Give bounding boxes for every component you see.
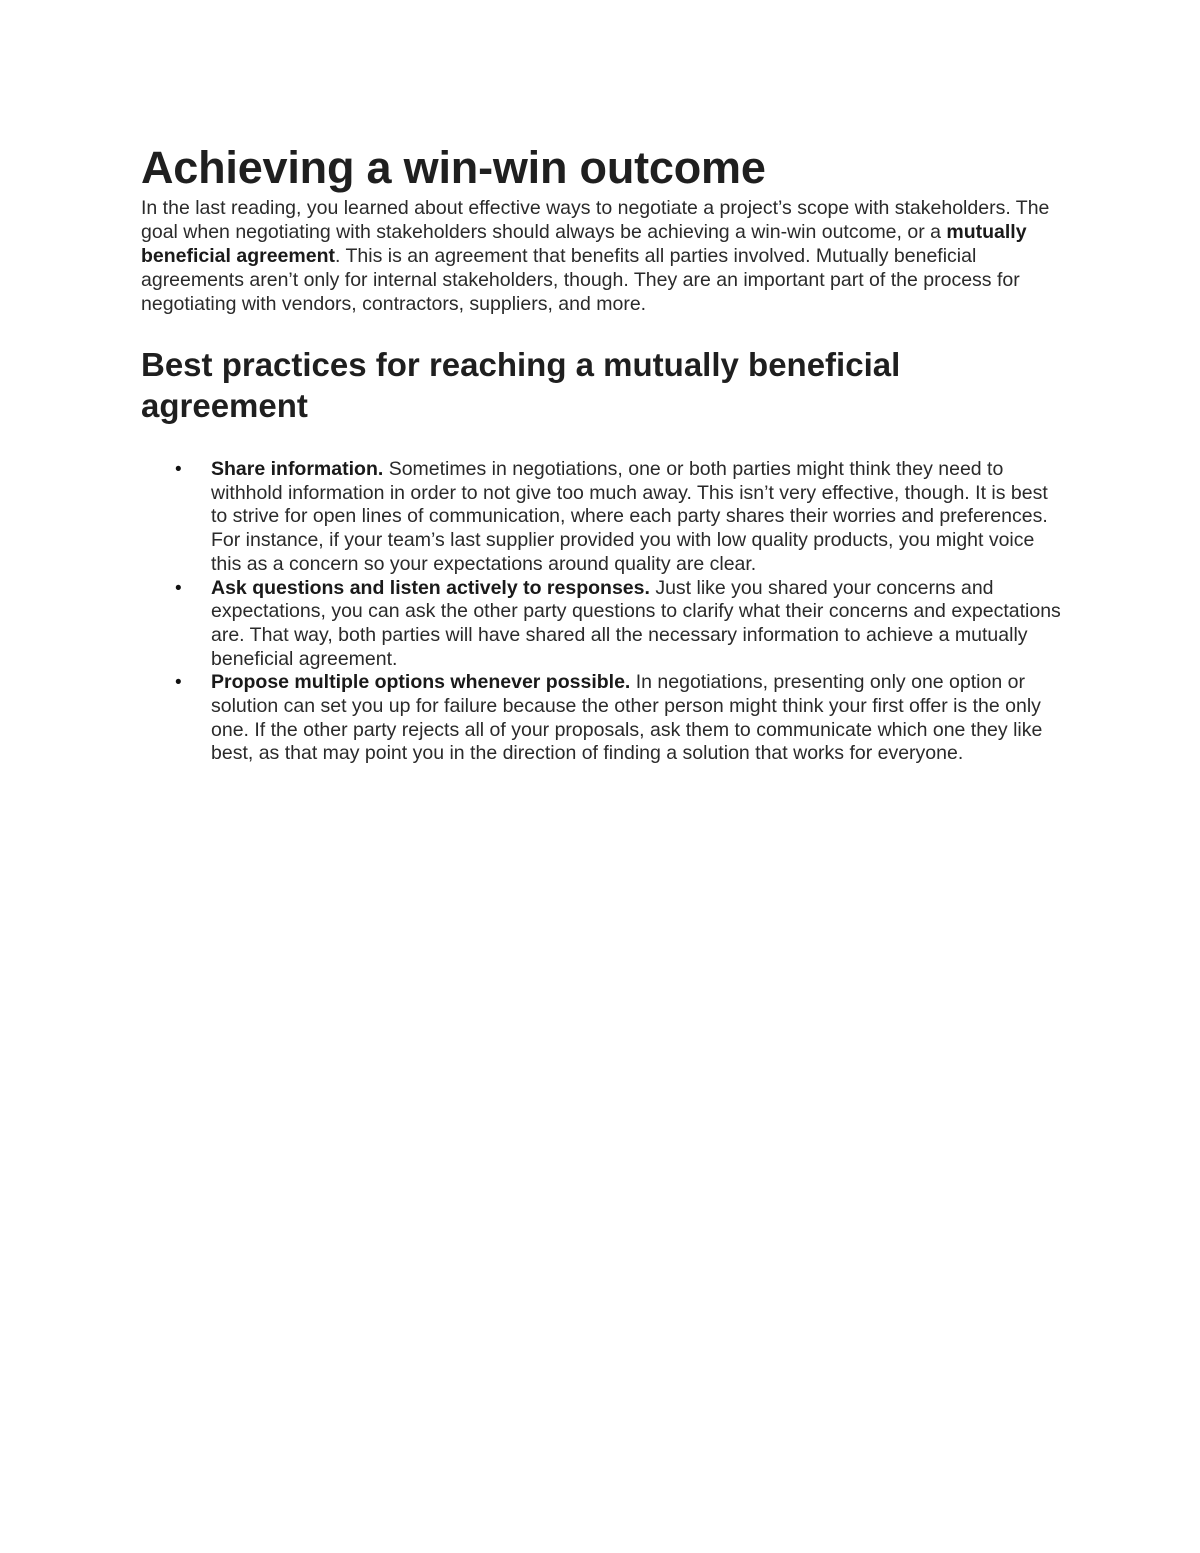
list-item-text: Just like you shared your concerns and expectations, you can ask the other party questions to clarify what their concerns and expectations are. That way, both parties will have shared all the necessary information to achieve a mutually beneficial agreement. [211, 576, 1061, 670]
list-item [141, 577, 1061, 672]
intro-text-end: . This is an agreement that benefits all parties involved. Mutually beneficial agreements aren’t only for internal stakeholders, though. They are an important part of the process for negotiating with vendors, contractors, suppliers, and more. [141, 245, 1020, 315]
list-item-lead: Share information. [211, 458, 384, 480]
list-item-text: In negotiations, presenting only one option or solution can set you up for failure because the other person might think your first offer is the only one. If the other party rejects all of your proposals, ask them to communicate which one they like best, as that may point you in the direction of finding a solution that works for everyone. [211, 671, 1043, 765]
list-item-lead: Ask questions and listen actively to responses. [211, 576, 650, 599]
list-item [141, 458, 1061, 577]
bullet-icon: • [175, 672, 182, 694]
intro-text-start: In the last reading, you learned about effective ways to negotiate a project’s scope with stakeholders. The goal when negotiating with stakeholders should always be achieving a win-win outcome, or a [141, 197, 1050, 243]
section-heading: Best practices for reaching a mutually beneficial agreement [141, 346, 901, 424]
list-item-text: Sometimes in negotiations, one or both parties might think they need to withhold information in order to not give too much away. This isn’t very effective, though. It is best to strive for open lines of communication, where each party shares their worries and preferences. For instance, if your team’s last supplier provided you with low quality products, you might voice this as a concern so your expectations around quality are clear. [211, 458, 1048, 575]
bullet-icon: • [175, 459, 182, 480]
list-item [141, 671, 1061, 766]
practices-list [141, 458, 1061, 766]
page-title: Achieving a win-win outcome [141, 142, 766, 193]
intro-paragraph [141, 196, 1061, 316]
document-content [141, 140, 1061, 766]
bullet-icon: • [175, 577, 182, 599]
list-item-lead: Propose multiple options whenever possible. [211, 671, 631, 694]
intro-bold-term: mutually beneficial agreement [141, 221, 1027, 267]
